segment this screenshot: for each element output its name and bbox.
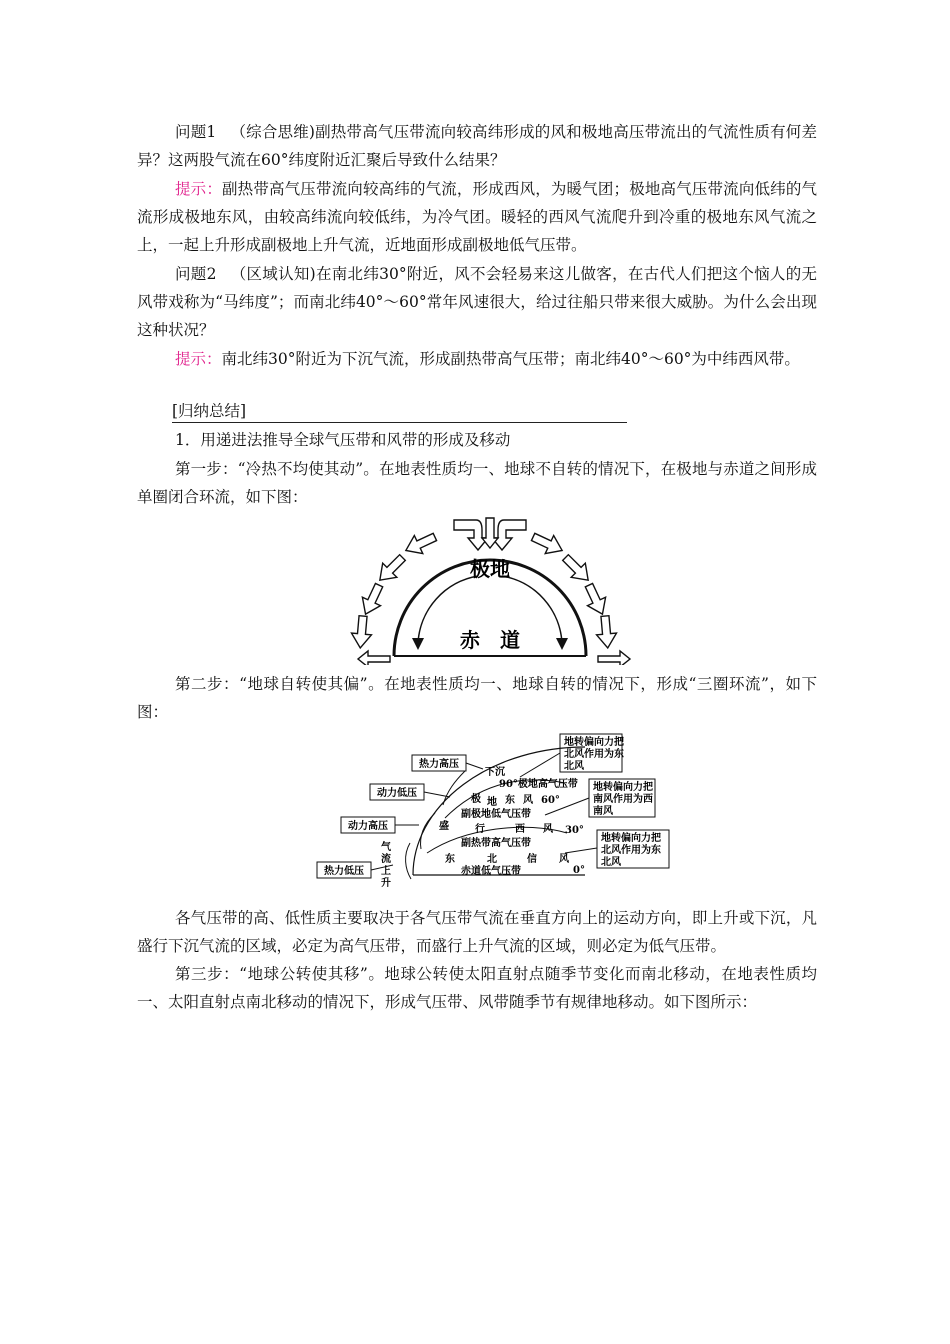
polar-east-char-1: 极 — [471, 794, 481, 805]
outer-arrow-icon — [350, 615, 373, 649]
descending-left-arrow-icon — [454, 520, 488, 550]
lat-60-label: 60° — [541, 795, 560, 806]
step-1: 第一步：“冷热不均使其动”。在地表性质均一、地球不自转的情况下，在极地与赤道之间形成单圈闭合环流，如下图： — [137, 460, 817, 506]
single-cell-circulation-figure — [340, 510, 640, 665]
outflow-left-arrow-icon — [358, 651, 390, 665]
rise-char-2: 流 — [381, 854, 391, 865]
outer-arrow-icon — [580, 581, 612, 618]
equatorial-low-label: 赤道低气压带 — [461, 866, 521, 877]
three-cell-circulation-figure — [315, 733, 700, 888]
note-1-line-2: 北风作用为东 — [564, 749, 624, 760]
note-2-line-3: 南风 — [593, 806, 613, 817]
westerlies-char-4: 风 — [543, 824, 553, 835]
westerlies-char-2: 行 — [475, 824, 485, 835]
outer-arrow-icon — [356, 581, 388, 618]
ferrel-cell-arrow — [421, 813, 435, 849]
thermal-low-label: 热力低压 — [324, 866, 364, 877]
note-3-line-3: 北风 — [601, 857, 621, 868]
polar-east-char-3: 东 — [505, 795, 515, 806]
note-1-line-3: 北风 — [564, 761, 584, 772]
outer-arrow-icon — [595, 615, 618, 649]
question-1-text: （综合思维)副热带高气压带流向较高纬形成的风和极地高压带流出的气流性质有何差异？这两股气流在60°纬度附近汇聚后导致什么结果？ — [137, 123, 817, 169]
rise-char-4: 升 — [381, 878, 391, 888]
question-2 — [137, 260, 817, 344]
polar-east-char-2: 地 — [487, 797, 497, 808]
outer-arrow-icon — [558, 550, 595, 587]
question-2-text: （区域认知)在南北纬30°附近，风不会轻易来这儿做客，在古代人们把这个恼人的无风带戏称为“马纬度”；而南北纬40°～60°常年风速很大，给过往船只带来很大威胁。为什么会出现这种状况？ — [137, 265, 817, 339]
dynamic-low-label: 动力低压 — [377, 788, 417, 799]
outer-arrow-icon — [529, 528, 566, 560]
sink-label: 下沉 — [485, 767, 505, 778]
subtropical-high-label: 副热带高气压带 — [461, 838, 531, 849]
descending-center-arrow-icon — [482, 518, 498, 548]
descending-right-arrow-icon — [492, 520, 526, 550]
note-3-line-1: 地转偏向力把 — [601, 833, 661, 844]
rise-char-3: 上 — [381, 866, 391, 877]
step-3: 第三步：“地球公转使其移”。地球公转使太阳直射点随季节变化而南北移动，在地表性质均一、太阳直射点南北移动的情况下，形成气压带、风带随季节有规律地移动。如下图所示： — [137, 965, 817, 1011]
hint-2-text: 南北纬30°附近为下沉气流，形成副热带高气压带；南北纬40°～60°为中纬西风带。 — [221, 350, 800, 368]
polar-label: 极地 — [470, 557, 510, 581]
arrowhead-icon — [412, 638, 424, 650]
hint-2 — [137, 345, 817, 373]
polar-high-label: 90°极地高气压带 — [499, 779, 578, 790]
trade-char-1: 东 — [445, 854, 455, 865]
dynamic-high-label: 动力高压 — [348, 821, 388, 832]
westerlies-char-3: 西 — [515, 824, 525, 835]
question-2-label: 问题2 — [175, 265, 217, 283]
westerlies-char-1: 盛 — [439, 821, 449, 832]
equator-label: 赤 道 — [460, 628, 520, 652]
trade-char-4: 风 — [559, 854, 569, 865]
hint-2-label: 提示： — [175, 350, 222, 368]
hint-1 — [137, 175, 817, 259]
arrowhead-icon — [556, 638, 568, 650]
summary-heading: [归纳总结] — [172, 400, 627, 423]
outflow-right-arrow-icon — [598, 651, 630, 665]
subpolar-low-label: 副极地低气压带 — [461, 809, 531, 820]
trade-char-3: 信 — [527, 854, 537, 865]
pressure-belt-explanation: 各气压带的高、低性质主要取决于各气压带气流在垂直方向上的运动方向，即上升或下沉，凡盛行下沉气流的区域，必定为高气压带，而盛行上升气流的区域，则必定为低气压带。 — [137, 909, 817, 955]
point-1: 1．用递进法推导全球气压带和风带的形成及移动 — [175, 431, 511, 449]
hadley-cell-arrow — [406, 843, 411, 879]
note-3-line-2: 北风作用为东 — [601, 845, 661, 856]
hint-1-text: 副热带高气压带流向较高纬的气流，形成西风，为暖气团；极地高气压带流向低纬的气流形成极地东风，由较高纬流向较低纬，为冷气团。暖轻的西风气流爬升到冷重的极地东风气流之上，一起上升形成副极地上升气流，近地面形成副极地低气压带。 — [137, 180, 817, 254]
connector — [466, 763, 483, 769]
question-1 — [137, 118, 817, 174]
note-2-line-1: 地转偏向力把 — [593, 782, 653, 793]
polar-east-char-4: 风 — [523, 795, 533, 806]
trade-char-2: 北 — [487, 854, 497, 865]
step-2: 第二步：“地球自转使其偏”。在地表性质均一、地球自转的情况下，形成“三圈环流”，如下图： — [137, 675, 817, 721]
outer-arrow-icon — [402, 528, 439, 560]
note-1-line-1: 地转偏向力把 — [564, 737, 624, 748]
question-1-label: 问题1 — [175, 123, 217, 141]
lat-0-label: 0° — [573, 865, 585, 876]
hint-1-label: 提示： — [175, 180, 222, 198]
lat-30-label: 30° — [565, 825, 584, 836]
outer-arrow-icon — [373, 550, 410, 587]
note-2-line-2: 南风作用为西 — [593, 794, 653, 805]
rise-char-1: 气 — [381, 842, 391, 853]
thermal-high-label: 热力高压 — [419, 759, 459, 770]
